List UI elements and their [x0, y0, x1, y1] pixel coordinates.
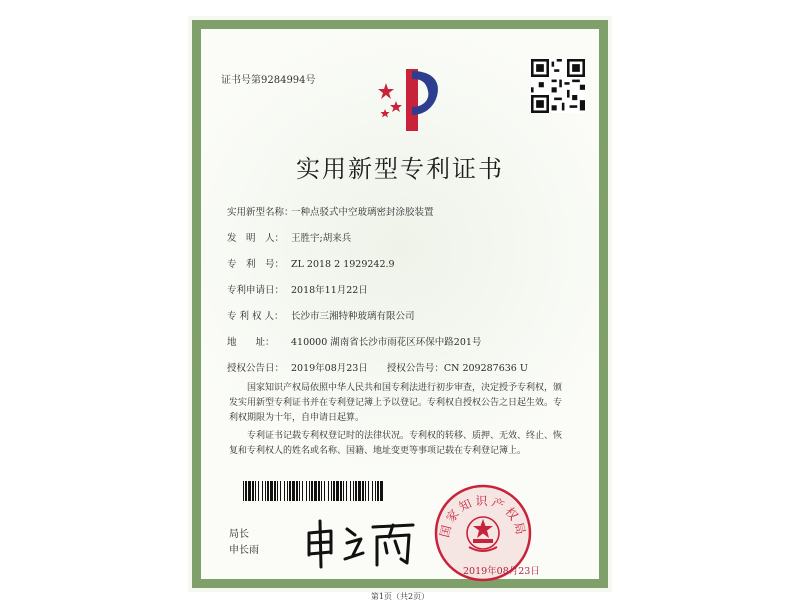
field-label: 授权公告日： [227, 363, 285, 374]
field-value: ZL 2018 2 1929242.9 [291, 259, 395, 270]
field-inventor [227, 230, 351, 244]
certificate-title: 实用新型专利证书 [296, 155, 504, 183]
field-label: 专 利 权 人： [227, 311, 284, 322]
field-patent-number [227, 256, 395, 270]
field-label: 专利申请日： [227, 285, 285, 296]
barcode [243, 481, 383, 501]
seal-date: 2019年08月23日 [463, 566, 540, 577]
field-value: 王胜宇;胡来兵 [291, 233, 352, 244]
field-value: 2018年11月22日 [291, 285, 368, 296]
legal-status-paragraph: 专利证书记载专利权登记时的法律状况。专利权的转移、质押、无效、终止、恢复和专利权人的姓名或名称、国籍、地址变更等事项记载在专利登记簿上。 [229, 431, 563, 456]
director-name: 申长雨 [229, 545, 259, 556]
certificate-number: 证书号第9284994号 [221, 75, 316, 86]
field-value: 2019年08月23日 授权公告号：CN 209287636 U [291, 363, 528, 374]
field-value: 410000 湖南省长沙市雨花区环保中路201号 [291, 337, 482, 348]
field-address [227, 334, 481, 348]
grant-notice-paragraph: 国家知识产权局依照中华人民共和国专利法进行初步审查，决定授予专利权，颁发实用新型专利证书并在专利登记簿上予以登记。专利权自授权公告之日起生效。专利权期限为十年，自申请日起算。 [229, 383, 563, 423]
patent-office-logo-icon [376, 65, 446, 135]
certificate-paper [200, 28, 600, 601]
field-publication-date [227, 360, 528, 374]
seal-text: 国家知识产权局 [437, 494, 529, 539]
field-label: 实用新型名称： [227, 207, 294, 218]
page-number: 第1页（共2页） [370, 592, 430, 601]
field-patentee [227, 308, 415, 322]
field-value: 长沙市三湘特种玻璃有限公司 [291, 311, 415, 322]
patent-certificate [188, 16, 612, 601]
field-utility-model-name [227, 204, 434, 218]
director-title: 局长 [229, 529, 249, 540]
director-signature [301, 515, 421, 571]
field-value: 一种点驳式中空玻璃密封涂胶装置 [291, 207, 434, 218]
field-label: 专 利 号： [227, 259, 285, 270]
qr-code [531, 59, 585, 113]
field-application-date [227, 282, 368, 296]
field-label: 地 址： [227, 337, 275, 348]
field-label: 发 明 人： [227, 233, 285, 244]
